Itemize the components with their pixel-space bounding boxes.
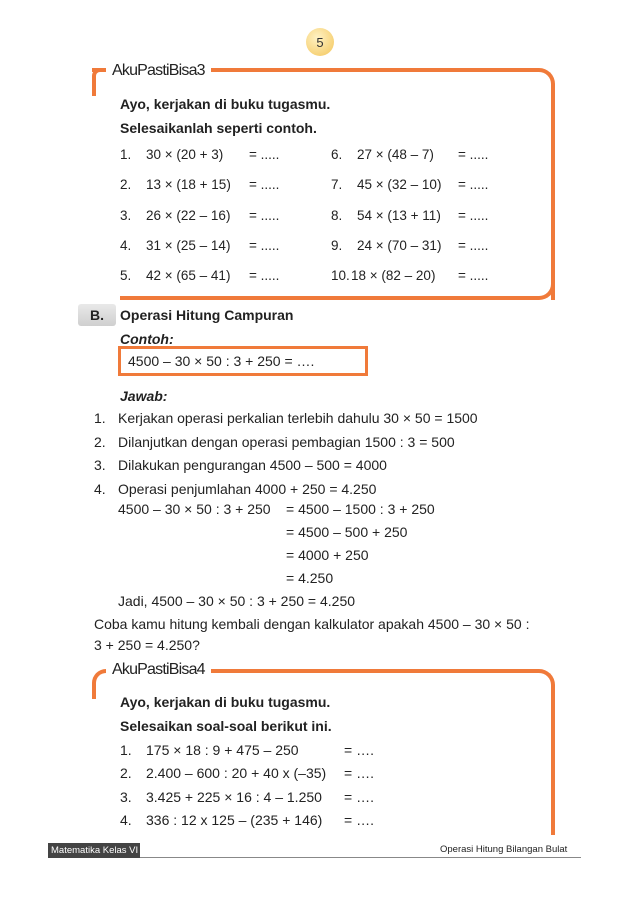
exercise-expression: 336 : 12 x 125 – (235 + 146)	[146, 812, 323, 828]
step-text: Kerjakan operasi perkalian terlebih dahulu 30 × 50 = 1500	[118, 410, 478, 426]
exercise-number: 1.	[120, 147, 132, 162]
exercise-expression: 27 × (48 – 7)	[357, 147, 434, 162]
exercise-number: 5.	[120, 268, 132, 283]
footer-chapter-title: Operasi Hitung Bilangan Bulat	[440, 844, 568, 855]
exercise-box-3-title: AkuPastiBisa3	[106, 62, 211, 80]
coba-line-1: Coba kamu hitung kembali dengan kalkulator apakah 4500 – 30 × 50 :	[94, 616, 530, 632]
exercise-expression: 45 × (32 – 10)	[357, 177, 442, 192]
step-text: Operasi penjumlahan 4000 + 250 = 4.250	[118, 481, 377, 497]
calc-lhs: 4500 – 30 × 50 : 3 + 250	[118, 501, 271, 517]
step-number: 4.	[94, 481, 106, 497]
exercise-expression: 24 × (70 – 31)	[357, 238, 442, 253]
exercise-number: 2.	[120, 177, 132, 192]
exercise-answer-blank: = .....	[249, 147, 280, 162]
exercise-expression: 26 × (22 – 16)	[146, 208, 231, 223]
exercise-expression: 31 × (25 – 14)	[146, 238, 231, 253]
exercise-number: 2.	[120, 765, 132, 781]
exercise-answer-blank: = .....	[249, 238, 280, 253]
exercise-number: 8.	[331, 208, 343, 223]
step-number: 3.	[94, 457, 106, 473]
exercise-expression: 13 × (18 + 15)	[146, 177, 231, 192]
box4-instruction-1: Ayo, kerjakan di buku tugasmu.	[120, 694, 331, 710]
exercise-expression: 42 × (65 – 41)	[146, 268, 231, 283]
calc-step: = 4.250	[286, 570, 334, 586]
exercise-box-4-title: AkuPastiBisa4	[106, 661, 211, 679]
step-text: Dilanjutkan dengan operasi pembagian 1500 : 3 = 500	[118, 434, 455, 450]
exercise-expression: 54 × (13 + 11)	[357, 208, 441, 223]
exercise-answer-blank: = .....	[458, 147, 489, 162]
exercise-answer-blank: = .....	[458, 238, 489, 253]
box3-instruction-2: Selesaikanlah seperti contoh.	[120, 120, 317, 136]
exercise-answer-blank: = .....	[458, 268, 489, 283]
exercise-answer-blank: = ….	[344, 789, 374, 805]
exercise-number: 7.	[331, 177, 343, 192]
exercise-box-3-corner	[92, 68, 100, 96]
exercise-answer-blank: = ….	[344, 742, 374, 758]
footer-rule	[140, 857, 581, 858]
exercise-answer-blank: = .....	[249, 177, 280, 192]
exercise-number: 4.	[120, 238, 132, 253]
jawab-label: Jawab:	[120, 388, 168, 404]
exercise-answer-blank: = ….	[344, 812, 374, 828]
exercise-expression: 175 × 18 : 9 + 475 – 250	[146, 742, 299, 758]
exercise-expression: 3.425 + 225 × 16 : 4 – 1.250	[146, 789, 322, 805]
exercise-number: 4.	[120, 812, 132, 828]
coba-line-2: 3 + 250 = 4.250?	[94, 637, 200, 653]
exercise-expression: 18 × (82 – 20)	[351, 268, 436, 283]
exercise-number: 1.	[120, 742, 132, 758]
exercise-number: 3.	[120, 208, 132, 223]
example-expression: 4500 – 30 × 50 : 3 + 250 = ….	[128, 353, 315, 369]
step-text: Dilakukan pengurangan 4500 – 500 = 4000	[118, 457, 387, 473]
exercise-number: 10.	[331, 268, 350, 283]
jadi-statement: Jadi, 4500 – 30 × 50 : 3 + 250 = 4.250	[118, 593, 356, 609]
exercise-box-4-right-edge	[551, 690, 555, 835]
exercise-answer-blank: = ….	[344, 765, 374, 781]
exercise-expression: 2.400 – 600 : 20 + 40 x (–35)	[146, 765, 327, 781]
section-b-title: Operasi Hitung Campuran	[120, 307, 294, 323]
exercise-expression: 30 × (20 + 3)	[146, 147, 224, 162]
exercise-answer-blank: = .....	[249, 268, 280, 283]
step-number: 1.	[94, 410, 106, 426]
exercise-number: 3.	[120, 789, 132, 805]
exercise-answer-blank: = .....	[458, 208, 489, 223]
step-number: 2.	[94, 434, 106, 450]
footer-book-title: Matematika Kelas VI	[48, 843, 140, 858]
calc-step: = 4500 – 500 + 250	[286, 524, 408, 540]
exercise-answer-blank: = .....	[249, 208, 280, 223]
box3-instruction-1: Ayo, kerjakan di buku tugasmu.	[120, 96, 331, 112]
contoh-label: Contoh:	[120, 331, 174, 347]
box4-instruction-2: Selesaikan soal-soal berikut ini.	[120, 718, 332, 734]
section-b-label: B.	[78, 304, 116, 326]
calc-step: = 4500 – 1500 : 3 + 250	[286, 501, 435, 517]
exercise-number: 6.	[331, 147, 343, 162]
exercise-number: 9.	[331, 238, 343, 253]
page-number: 5	[306, 28, 334, 56]
calc-step: = 4000 + 250	[286, 547, 369, 563]
exercise-answer-blank: = .....	[458, 177, 489, 192]
